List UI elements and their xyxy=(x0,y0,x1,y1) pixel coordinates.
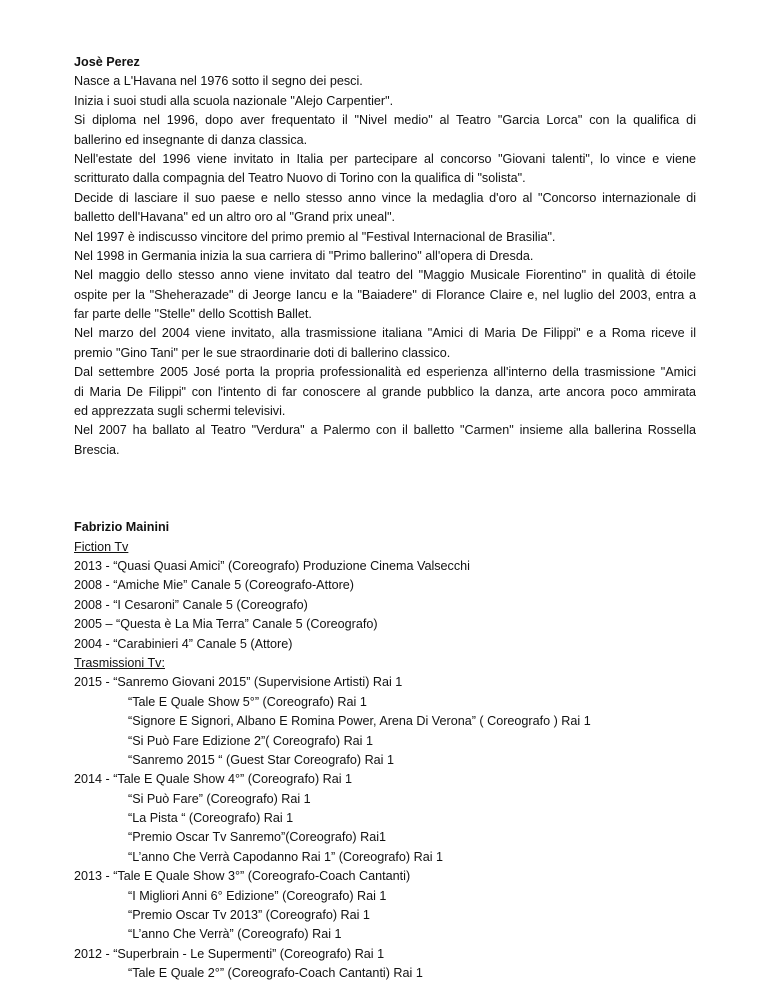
bio-line: ed apprezzata sugli schermi televisivi. xyxy=(74,404,286,419)
jose-perez-name: Josè Perez xyxy=(74,55,140,69)
tv-entry: “Sanremo 2015 “ (Guest Star Coreografo) Rai 1 xyxy=(128,752,394,767)
bio-line: Brescia. xyxy=(74,442,120,457)
tv-entry: “Premio Oscar Tv Sanremo”(Coreografo) Rai1 xyxy=(128,830,387,845)
document-body xyxy=(74,53,696,984)
jose-perez-section xyxy=(74,53,696,460)
bio-line: Dal settembre 2005 José porta la propria professionalità ed esperienza all'interno della trasmissione "Amici xyxy=(74,365,696,380)
fiction-tv-list xyxy=(74,557,696,654)
fiction-entry: 2008 - “Amiche Mie” Canale 5 (Coreografo-Attore) xyxy=(74,578,354,593)
fiction-entry: 2004 - “Carabinieri 4” Canale 5 (Attore) xyxy=(74,636,293,651)
tv-entry: “L’anno Che Verrà” (Coreografo) Rai 1 xyxy=(128,927,342,942)
tv-entry: 2012 - “Superbrain - Le Supermenti” (Coreografo) Rai 1 xyxy=(74,946,385,961)
tv-entry: “Premio Oscar Tv 2013” (Coreografo) Rai 1 xyxy=(128,908,370,923)
jose-perez-bio xyxy=(74,72,696,460)
tv-entry: 2015 - “Sanremo Giovani 2015” (Supervisione Artisti) Rai 1 xyxy=(74,675,403,690)
bio-line: Nel marzo del 2004 viene invitato, alla trasmissione italiana "Amici di Maria De Filippi" e a Roma riceve il xyxy=(74,326,696,341)
bio-line: Nell'estate del 1996 viene invitato in Italia per partecipare al concorso "Giovani talenti", lo vince e viene xyxy=(74,151,696,166)
trasmissioni-tv-list xyxy=(74,673,696,983)
tv-entry: “L’anno Che Verrà Capodanno Rai 1” (Coreografo) Rai 1 xyxy=(128,849,444,864)
bio-line: premio "Gino Tani" per le sue straordinarie doti di ballerino classico. xyxy=(74,345,451,360)
bio-line: Nel 1997 è indiscusso vincitore del primo premio al "Festival Internacional de Brasilia". xyxy=(74,229,556,244)
tv-entry: “Signore E Signori, Albano E Romina Power, Arena Di Verona” ( Coreografo ) Rai 1 xyxy=(128,714,591,729)
tv-entry: “Si Può Fare Edizione 2”( Coreografo) Rai 1 xyxy=(128,733,373,748)
tv-entry: “Tale E Quale 2°” (Coreografo-Coach Cantanti) Rai 1 xyxy=(128,966,423,981)
bio-line: Nel maggio dello stesso anno viene invitato dal teatro del "Maggio Musicale Fiorentino" in qualità di étoile xyxy=(74,268,696,283)
tv-entry: 2013 - “Tale E Quale Show 3°” (Coreografo-Coach Cantanti) xyxy=(74,869,411,884)
bio-line: ospite per la "Sheherazade" di Jeorge Iancu e la "Baiadere" di Florance Claire e, nel luglio del 2003, entra a xyxy=(74,287,696,302)
fiction-tv-heading: Fiction Tv xyxy=(74,539,129,554)
trasmissioni-tv-heading: Trasmissioni Tv: xyxy=(74,655,165,670)
fiction-entry: 2013 - “Quasi Quasi Amici” (Coreografo) Produzione Cinema Valsecchi xyxy=(74,558,470,573)
bio-line: ballerino ed insegnante di danza classica. xyxy=(74,132,308,147)
fabrizio-mainini-section xyxy=(74,518,696,983)
fabrizio-mainini-name: Fabrizio Mainini xyxy=(74,520,170,535)
bio-line: Decide di lasciare il suo paese e nello stesso anno vince la medaglia d'oro al "Concorso internazionale di xyxy=(74,190,696,205)
tv-entry: 2014 - “Tale E Quale Show 4°” (Coreografo) Rai 1 xyxy=(74,772,353,787)
bio-line: Inizia i suoi studi alla scuola nazionale "Alejo Carpentier". xyxy=(74,93,394,108)
tv-entry: “La Pista “ (Coreografo) Rai 1 xyxy=(128,811,294,826)
tv-entry: “Si Può Fare” (Coreografo) Rai 1 xyxy=(128,791,311,806)
bio-line: balletto dell'Havana" ed un altro oro al "Grand prix uneal". xyxy=(74,210,396,225)
bio-line: Nasce a L'Havana nel 1976 sotto il segno dei pesci. xyxy=(74,74,363,89)
bio-line: scritturato dalla compagnia del Teatro Nuovo di Torino con la qualifica di "solista". xyxy=(74,171,526,186)
bio-line: Nel 2007 ha ballato al Teatro "Verdura" a Palermo con il balletto "Carmen" insieme alla ballerina Rossella xyxy=(74,423,696,438)
fiction-entry: 2008 - “I Cesaroni” Canale 5 (Coreografo) xyxy=(74,597,308,612)
bio-line: Si diploma nel 1996, dopo aver frequentato il "Nivel medio" al Teatro "Garcia Lorca" con la qualifica di xyxy=(74,113,696,128)
bio-line: di Maria De Filippi" con l'intento di far conoscere al grande pubblico la danza, arte ancora poco ammirata xyxy=(74,384,696,399)
tv-entry: “I Migliori Anni 6° Edizione” (Coreografo) Rai 1 xyxy=(128,888,387,903)
bio-line: far parte delle "Stelle" dello Scottish Ballet. xyxy=(74,307,312,322)
tv-entry: “Tale E Quale Show 5°” (Coreografo) Rai 1 xyxy=(128,694,367,709)
section-gap xyxy=(74,460,696,518)
bio-line: Nel 1998 in Germania inizia la sua carriera di "Primo ballerino" all'opera di Dresda. xyxy=(74,248,534,263)
fiction-entry: 2005 – “Questa è La Mia Terra” Canale 5 (Coreografo) xyxy=(74,617,378,632)
